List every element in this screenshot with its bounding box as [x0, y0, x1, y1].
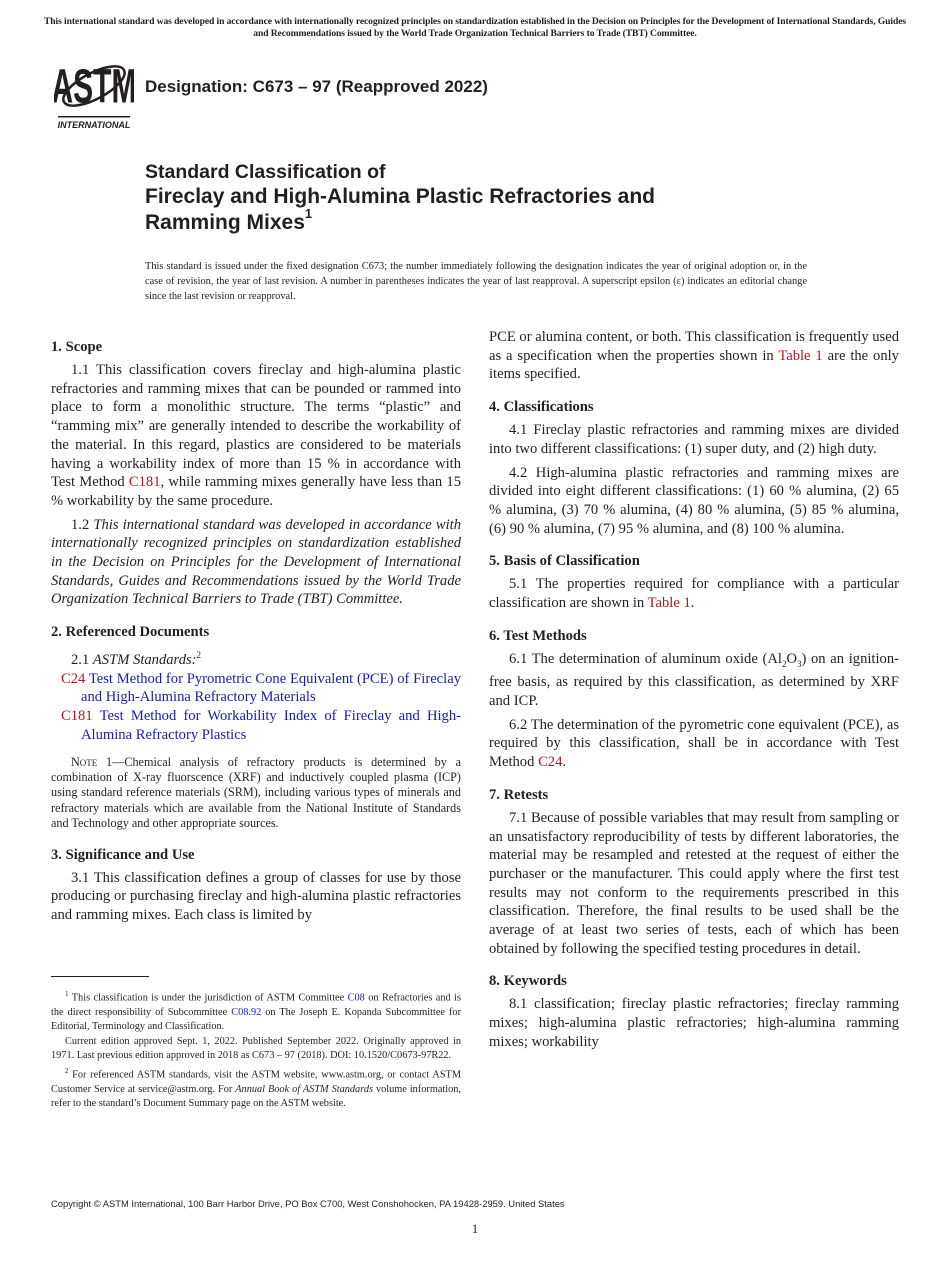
para-1-2: 1.2 This international standard was developed in accordance with internationally recognized principles on standardization established in the Decision on Principles for the Development of International Standards, Guides and Recommendations issued by the World Trade Organization Technical Barriers to Trade (TBT) Committee. — [51, 516, 462, 608]
copyright: Copyright © ASTM International, 100 Barr Harbor Drive, PO Box C700, West Conshohocken, PA 19428-2959. United States — [51, 1198, 565, 1209]
para-7-1: 7.1 Because of possible variables that may result from sampling or an unsatisfactory reproducibility of tests by different laboratories, the material may be resampled and retested at the request of either the purchaser or the manufacturer. This could apply where the first test results may not conform to the requirements prescribed in this classification. Therefore, the final results to be used shall be the average of at least two series of tests, each of which has been obtained by following the specified testing procedures in detail. — [489, 809, 899, 957]
right-column — [489, 328, 899, 1057]
svg-text:ASTM: ASTM — [54, 60, 134, 114]
designation: Designation: C673 – 97 (Reapproved 2022) — [145, 77, 488, 96]
link-c24[interactable]: C24 — [538, 754, 563, 771]
note-1: Note 1—Chemical analysis of refractory products is determined by a combination of X-ray fluorscence (XRF) and inductively coupled plasma (ICP) using standard reference materials (SRM), including various types of minerals and refractory materials which are available from the National Institute of Standards and Technology and other appropriate sources. — [51, 754, 461, 831]
link-table-1[interactable]: Table 1 — [778, 347, 823, 364]
footnote-1: $^1$ This classification is under the jurisdiction of ASTM Committee C08 on Refractories and is the direct responsibility of Subcommittee C08.92 on The Joseph E. Kopanda Subcommittee for Editorial, Terminology and Classification. — [51, 990, 461, 1033]
section-7-heading: 7. Retests — [489, 786, 549, 803]
ref-c181[interactable]: C181 Test Method for Workability Index of Fireclay and High-Alumina Refractory Plastics — [61, 708, 461, 743]
section-4-heading: 4. Classifications — [489, 399, 594, 416]
para-8-1: 8.1 classification; fireclay plastic refractories; fireclay ramming mixes; high-alumina plastic refractories; high-alumina ramming mixes; workability — [489, 996, 899, 1050]
section-1-heading: 1. Scope — [51, 339, 103, 355]
link-c181[interactable]: C181 — [128, 474, 161, 491]
link-c08[interactable]: C08 — [347, 992, 365, 1004]
section-8-heading: 8. Keywords — [489, 973, 567, 990]
para-4-2: 4.2 High-alumina plastic refractories and ramming mixes are divided into eight different classifications: (1) 60 % alumina, (2) 65 % alumina, (3) 70 % alumina, (4) 80 % alumina, (5) 85 % alumina, (6) 90 % alumina, (7) 95 % alumina, and (8) 100 % alumina. — [489, 464, 899, 537]
tbt-notice: This international standard was developed in accordance with internationally recognized principles on standardization established in the Decision on Principles for the Development of International Standards, Guides and Recommendations issued by the World Trade Organization Technical Barriers to Trade (TBT) Committee. — [44, 16, 906, 39]
footnotes — [51, 987, 461, 1112]
ref-c24[interactable]: C24 Test Method for Pyrometric Cone Equivalent (PCE) of Fireclay and High-Alumina Refractory Materials — [61, 670, 461, 706]
section-5-heading: 5. Basis of Classification — [489, 553, 640, 570]
astm-logo — [54, 56, 134, 132]
para-2-1: 2.1 ASTM Standards:$^2$ — [71, 650, 202, 668]
section-2-heading: 2. Referenced Documents — [51, 624, 210, 641]
issued-statement: This standard is issued under the fixed designation C673; the number immediately following the designation indicates the year of original adoption or, in the case of revision, the year of last revision. A number in parentheses indicates the year of last reapproval. A superscript epsilon (ε) indicates an editorial change since the last revision or reapproval. — [145, 261, 807, 302]
title-line-2: Fireclay and High-Alumina Plastic Refractories and — [145, 185, 655, 208]
link-c08-92[interactable]: C08.92 — [231, 1006, 262, 1018]
title-line-3: Ramming Mixes — [145, 211, 305, 234]
section-3-heading: 3. Significance and Use — [51, 846, 195, 863]
footnote-1-edition: Current edition approved Sept. 1, 2022. Published September 2022. Originally approved in 1971. Last previous edition approved in 2018 as C673 – 97 (2018). DOI: 10.1520/C0673-97R22. — [51, 1035, 461, 1062]
para-3-1-cont: PCE or alumina content, or both. This classification is frequently used as a specification when the properties shown in Table 1 are the only items specified. — [489, 329, 899, 383]
footnote-divider — [51, 976, 149, 977]
title-footnote-mark[interactable]: 1 — [304, 206, 313, 221]
link-table-1[interactable]: Table 1 — [647, 595, 691, 612]
para-5-1: 5.1 The properties required for compliance with a particular classification are shown in Table 1. — [489, 576, 899, 612]
para-1-1: 1.1 This classification covers fireclay and high-alumina plastic refractories and ramming mixes that can be pounded or rammed into place to form a monolithic structure. The terms “plastic” and “ramming mix” are generally intended to describe the workability of the material. In this regard, plastics are considered to be materials having a workability index of more than 15 % in accordance with Test Method C181, while ramming mixes generally have less than 15 % workability by the same procedure. — [51, 362, 461, 509]
document-title — [145, 160, 845, 236]
para-6-1: 6.1 The determination of aluminum oxide $(Al_2O_3)$ on an ignition-free basis, as required by this classification, as determined by XRF and ICP. — [489, 650, 899, 710]
svg-text:INTERNATIONAL: INTERNATIONAL — [57, 120, 131, 130]
para-3-1: 3.1 This classification defines a group of classes for use by those producing or purchasing fireclay and high-alumina plastic refractories and ramming mixes. Each class is limited by — [51, 869, 461, 923]
page-number: 1 — [471, 1221, 479, 1236]
astm-logo-icon — [54, 56, 134, 132]
footnote-2: $^2$ For referenced ASTM standards, visit the ASTM website, www.astm.org, or contact ASTM Customer Service at service@astm.org. For Annual Book of ASTM Standards volume information, refer to the standard’s Document Summary page on the ASTM website. — [51, 1066, 461, 1110]
para-4-1: 4.1 Fireclay plastic refractories and ramming mixes are divided into two different classifications: (1) super duty, and (2) high duty. — [489, 422, 899, 457]
title-line-1: Standard Classification of — [145, 161, 386, 183]
para-6-2: 6.2 The determination of the pyrometric cone equivalent (PCE), as required by this classification, shall be in accordance with Test Method C24. — [489, 716, 899, 771]
left-column — [51, 338, 461, 930]
section-6-heading: 6. Test Methods — [489, 627, 587, 644]
